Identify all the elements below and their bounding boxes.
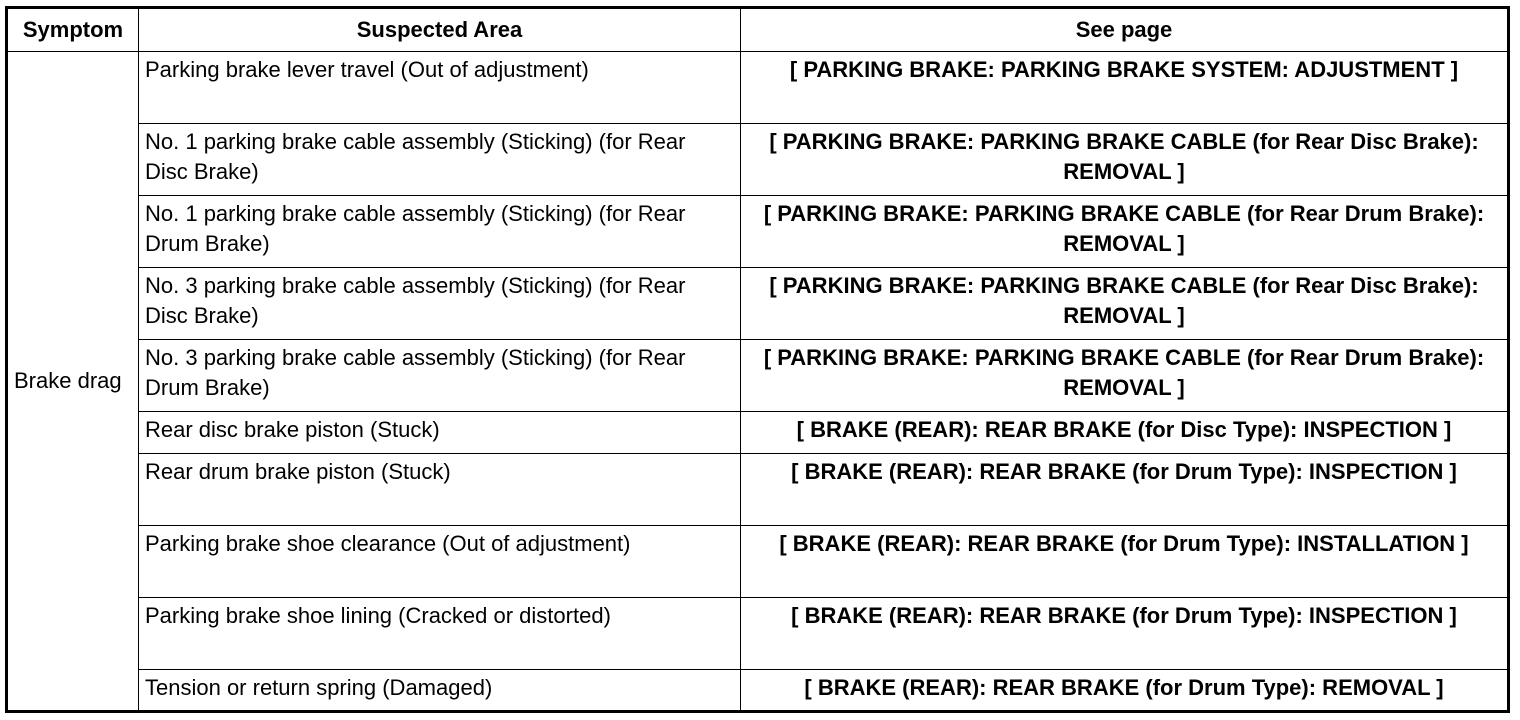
see-page-link[interactable]: [ BRAKE (REAR): REAR BRAKE (for Drum Type): INSPECTION ]	[741, 598, 1509, 670]
suspected-area-cell: No. 3 parking brake cable assembly (Sticking) (for Rear Drum Brake)	[139, 340, 741, 412]
table-row	[7, 124, 1509, 196]
suspected-area-cell: Parking brake shoe lining (Cracked or distorted)	[139, 598, 741, 670]
header-see-page: See page	[741, 8, 1509, 52]
table-row	[7, 268, 1509, 340]
header-row	[7, 8, 1509, 52]
table-row	[7, 454, 1509, 526]
see-page-link[interactable]: [ BRAKE (REAR): REAR BRAKE (for Drum Type): INSPECTION ]	[741, 454, 1509, 526]
suspected-area-cell: Tension or return spring (Damaged)	[139, 670, 741, 712]
symptom-table	[5, 6, 1510, 713]
header-suspected-area: Suspected Area	[139, 8, 741, 52]
table-row	[7, 340, 1509, 412]
suspected-area-cell: Rear drum brake piston (Stuck)	[139, 454, 741, 526]
suspected-area-cell: No. 1 parking brake cable assembly (Sticking) (for Rear Disc Brake)	[139, 124, 741, 196]
table-row	[7, 670, 1509, 712]
suspected-area-cell: No. 1 parking brake cable assembly (Sticking) (for Rear Drum Brake)	[139, 196, 741, 268]
table-row	[7, 412, 1509, 454]
table-row	[7, 526, 1509, 598]
suspected-area-cell: No. 3 parking brake cable assembly (Sticking) (for Rear Disc Brake)	[139, 268, 741, 340]
table-row	[7, 52, 1509, 124]
suspected-area-cell: Parking brake lever travel (Out of adjustment)	[139, 52, 741, 124]
suspected-area-cell: Parking brake shoe clearance (Out of adjustment)	[139, 526, 741, 598]
suspected-area-cell: Rear disc brake piston (Stuck)	[139, 412, 741, 454]
see-page-link[interactable]: [ BRAKE (REAR): REAR BRAKE (for Drum Type): REMOVAL ]	[741, 670, 1509, 712]
table-row	[7, 196, 1509, 268]
see-page-link[interactable]: [ PARKING BRAKE: PARKING BRAKE SYSTEM: ADJUSTMENT ]	[741, 52, 1509, 124]
symptom-cell: Brake drag	[7, 52, 139, 712]
see-page-link[interactable]: [ PARKING BRAKE: PARKING BRAKE CABLE (for Rear Drum Brake): REMOVAL ]	[741, 340, 1509, 412]
header-symptom: Symptom	[7, 8, 139, 52]
see-page-link[interactable]: [ BRAKE (REAR): REAR BRAKE (for Disc Type): INSPECTION ]	[741, 412, 1509, 454]
see-page-link[interactable]: [ BRAKE (REAR): REAR BRAKE (for Drum Type): INSTALLATION ]	[741, 526, 1509, 598]
see-page-link[interactable]: [ PARKING BRAKE: PARKING BRAKE CABLE (for Rear Disc Brake): REMOVAL ]	[741, 268, 1509, 340]
see-page-link[interactable]: [ PARKING BRAKE: PARKING BRAKE CABLE (for Rear Disc Brake): REMOVAL ]	[741, 124, 1509, 196]
table-row	[7, 598, 1509, 670]
see-page-link[interactable]: [ PARKING BRAKE: PARKING BRAKE CABLE (for Rear Drum Brake): REMOVAL ]	[741, 196, 1509, 268]
